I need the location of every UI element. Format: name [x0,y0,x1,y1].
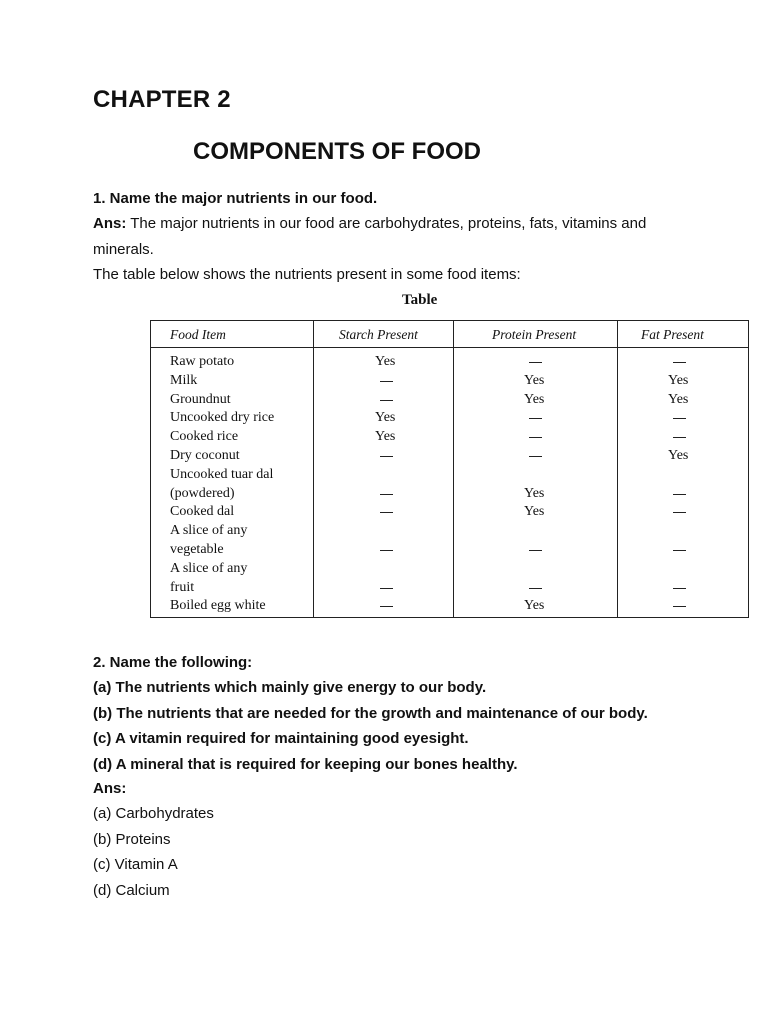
table-cell-protein-dash [529,437,542,438]
table-cell-fat-dash [673,588,686,589]
question-2b: (b) The nutrients that are needed for the growth and maintenance of our body. [93,705,648,722]
table-cell-starch-dash [380,456,393,457]
table-cell-fat-dash [673,437,686,438]
table-cell-protein: Yes [524,485,545,501]
table-cell-food-item: Boiled egg white [170,598,266,614]
table-cell-protein: Yes [524,504,545,520]
table-cell-food-item: A slice of any [170,523,248,539]
answer-2-label: Ans: [93,780,127,797]
question-2: 2. Name the following: [93,654,253,671]
table-cell-protein-dash [529,550,542,551]
table-cell-protein-dash [529,418,542,419]
table-cell-starch-dash [380,606,393,607]
column-divider [453,321,454,617]
table-cell-protein: Yes [524,391,545,407]
question-2c: (c) A vitamin required for maintaining good eyesight. [93,730,469,747]
table-cell-protein-dash [529,362,542,363]
table-cell-food-item: Milk [170,372,198,388]
table-cell-protein-dash [529,456,542,457]
table-cell-protein: Yes [524,372,545,388]
table-cell-fat-dash [673,362,686,363]
table-cell-food-item: Uncooked tuar dal [170,466,274,482]
chapter-title: COMPONENTS OF FOOD [193,138,481,165]
table-cell-starch: Yes [375,354,396,369]
table-cell-starch-dash [380,381,393,382]
table-cell-fat: Yes [668,391,689,407]
table-cell-food-item: Cooked dal [170,504,235,520]
table-cell-fat-dash [673,494,686,495]
table-cell-fat-dash [673,512,686,513]
table-cell-protein-dash [529,588,542,589]
table-cell-food-item: (powdered) [170,485,235,501]
table-cell-fat-dash [673,418,686,419]
table-cell-food-item: A slice of any [170,560,248,576]
header-food-item: Food Item [170,327,226,342]
table-cell-starch-dash [380,512,393,513]
table-cell-food-item: Raw potato [170,354,235,369]
answer-label: Ans: [93,215,127,232]
table-cell-fat-dash [673,550,686,551]
question-1: 1. Name the major nutrients in our food. [93,190,378,207]
column-divider [313,321,314,617]
column-divider [617,321,618,617]
table-cell-food-item: vegetable [170,542,224,557]
table-cell-starch: Yes [375,429,396,445]
chapter-heading: CHAPTER 2 [93,86,231,113]
question-2d: (d) A mineral that is required for keeping our bones healthy. [93,756,518,773]
table-cell-starch-dash [380,550,393,551]
header-protein: Protein Present [492,327,577,342]
table-caption: Table [402,292,438,308]
answer-2a: (a) Carbohydrates [93,805,214,822]
header-starch: Starch Present [339,327,418,342]
table-cell-food-item: Uncooked dry rice [170,410,275,426]
table-cell-food-item: Cooked rice [170,429,239,445]
answer-2b: (b) Proteins [93,831,171,848]
table-cell-fat-dash [673,606,686,607]
table-cell-starch-dash [380,494,393,495]
answer-1-line-2: minerals. [93,241,154,258]
table-cell-starch-dash [380,400,393,401]
table-cell-starch: Yes [375,410,396,426]
answer-1-line-1 [93,215,646,233]
table-intro: The table below shows the nutrients present in some food items: [93,266,521,283]
header-fat: Fat Present [641,327,704,342]
answer-2c: (c) Vitamin A [93,856,178,873]
table-cell-fat: Yes [668,448,689,463]
question-2a: (a) The nutrients which mainly give energy to our body. [93,679,487,696]
answer-2d: (d) Calcium [93,882,170,899]
table-cell-food-item: Dry coconut [170,448,240,463]
nutrients-table [150,320,749,618]
answer-1-text: The major nutrients in our food are carbohydrates, proteins, fats, vitamins and [126,215,647,232]
table-cell-fat: Yes [668,372,689,388]
table-cell-protein: Yes [524,598,545,614]
table-cell-starch-dash [380,588,393,589]
table-cell-food-item: Groundnut [170,391,231,407]
table-cell-food-item: fruit [170,579,195,595]
